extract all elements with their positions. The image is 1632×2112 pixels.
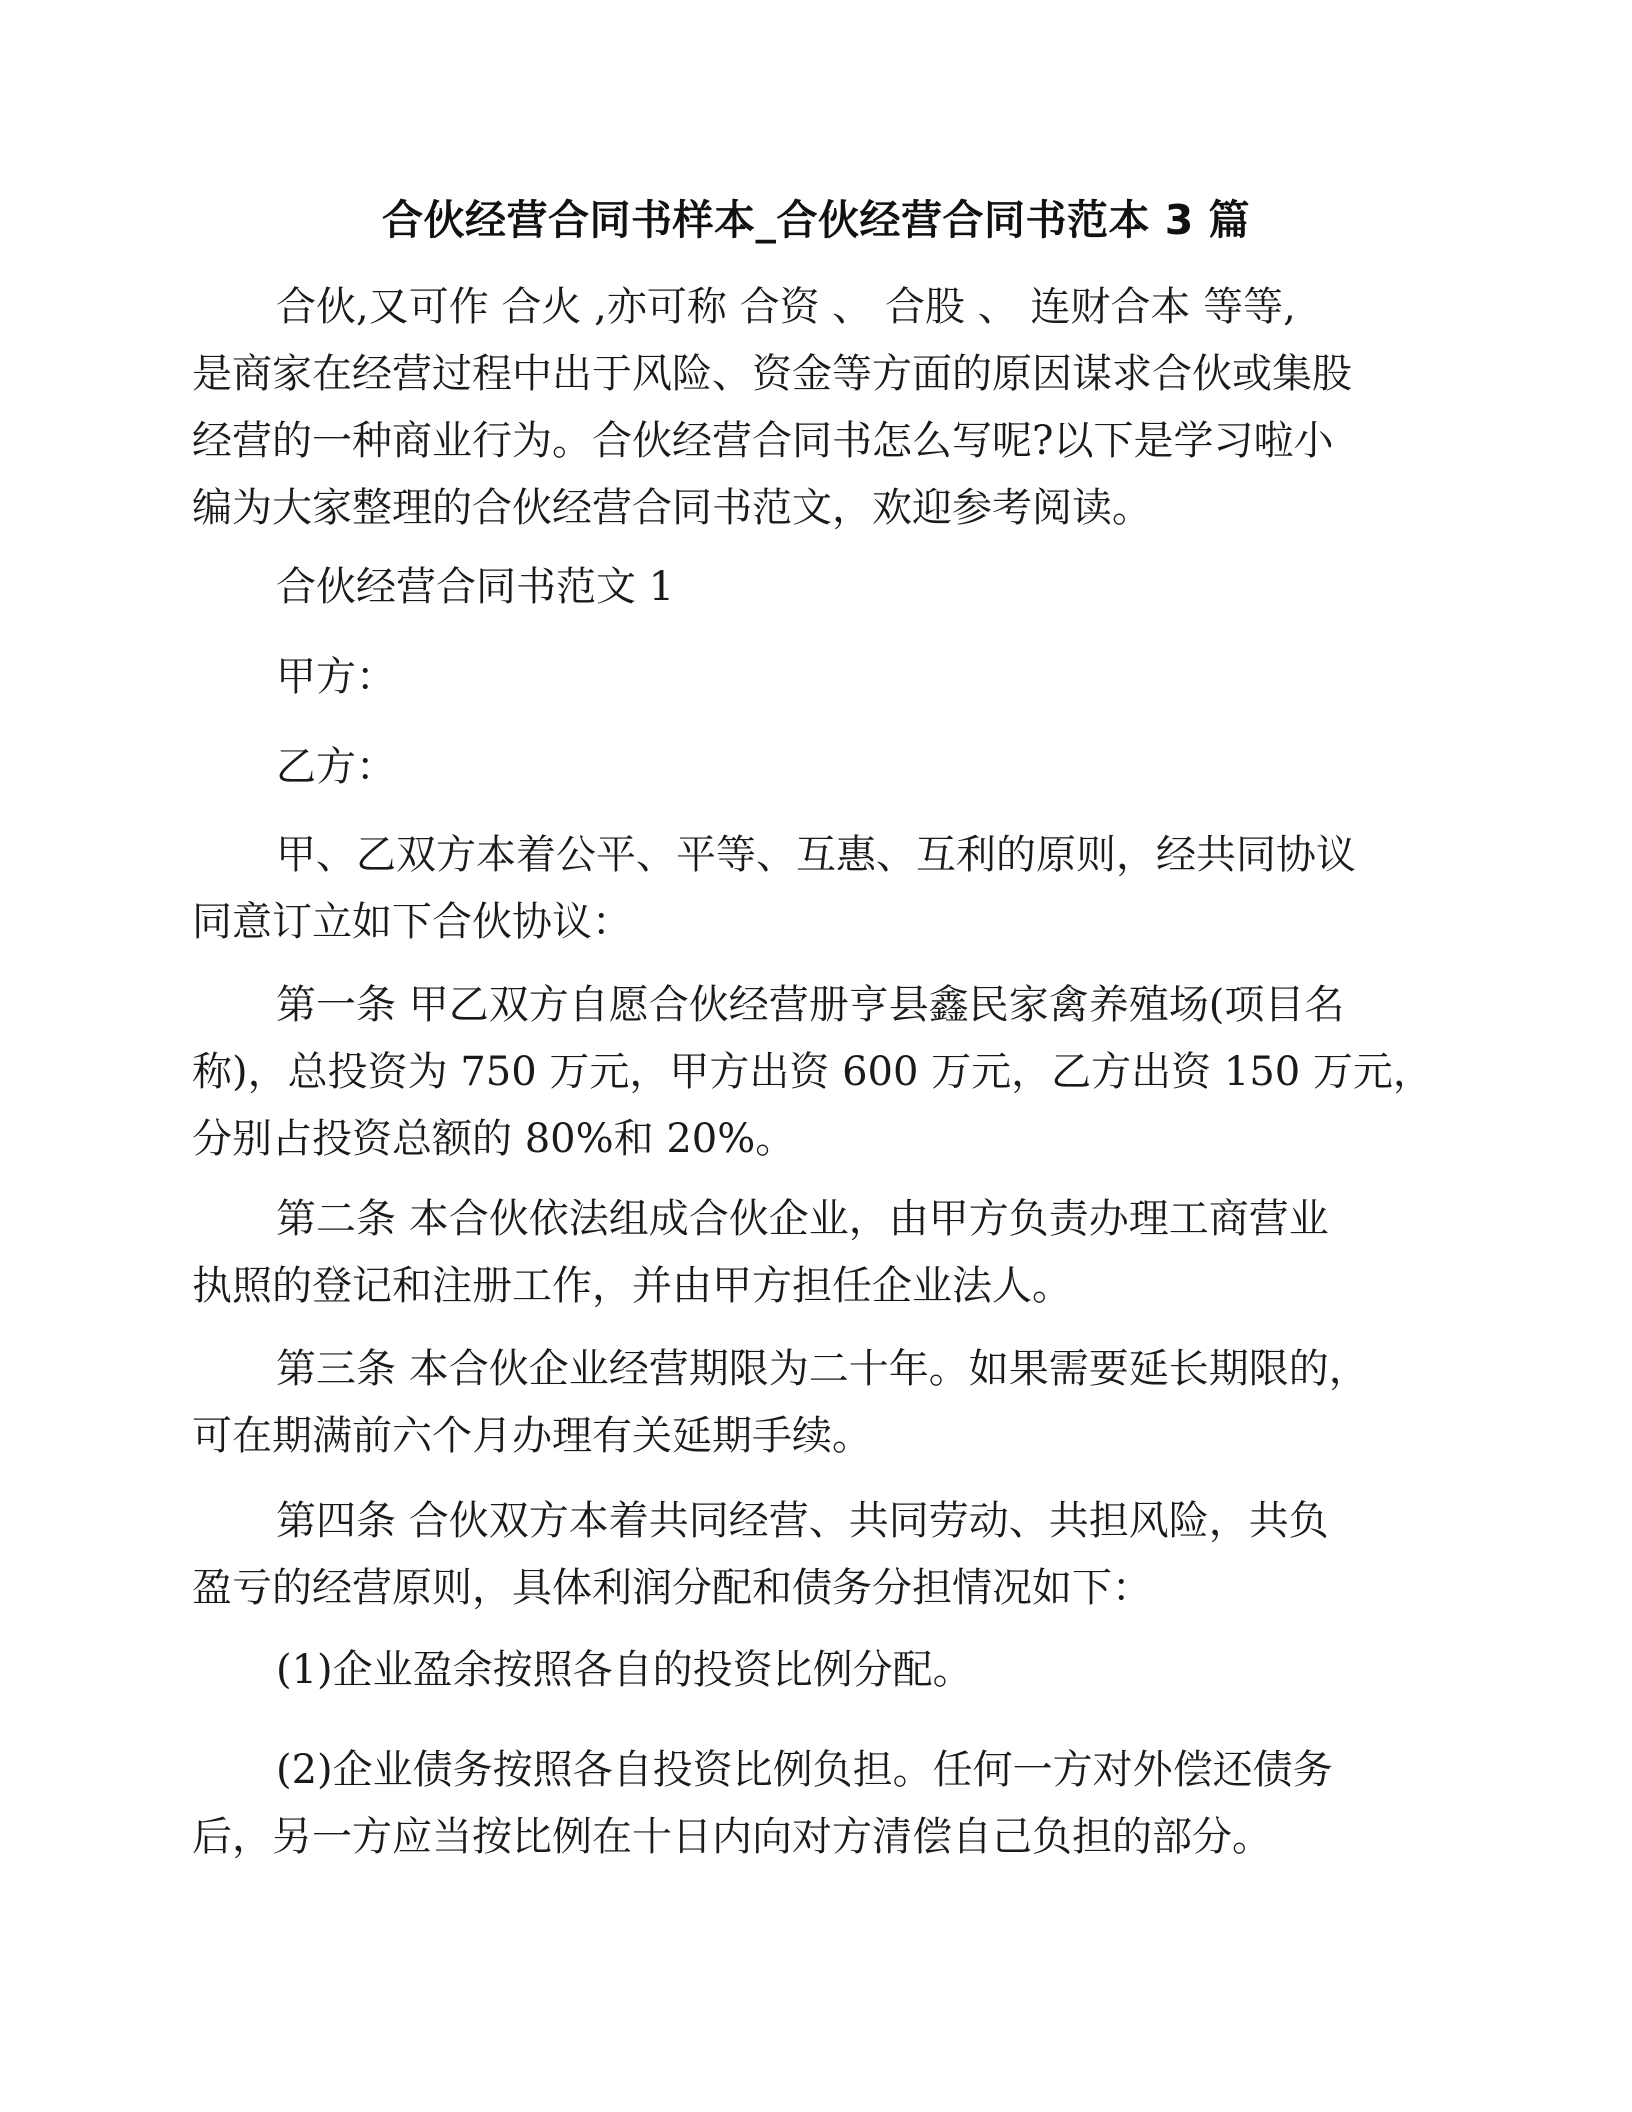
article-2-line: 执照的登记和注册工作，并由甲方担任企业法人。 bbox=[192, 1263, 1072, 1309]
item-2-line: 后，另一方应当按比例在十日内向对方清偿自己负担的部分。 bbox=[192, 1814, 1272, 1860]
intro-line: 合伙,又可作 合火 ,亦可称 合资 、 合股 、 连财合本 等等, bbox=[276, 284, 1296, 330]
article-1-line: 第一条 甲乙双方自愿合伙经营册亨县鑫民家禽养殖场(项目名 bbox=[276, 982, 1345, 1028]
article-2-line: 第二条 本合伙依法组成合伙企业，由甲方负责办理工商营业 bbox=[276, 1196, 1329, 1242]
article-3-paragraph bbox=[192, 1336, 1440, 1470]
article-4-line: 第四条 合伙双方本着共同经营、共同劳动、共担风险，共负 bbox=[276, 1498, 1329, 1544]
article-3-line: 第三条 本合伙企业经营期限为二十年。如果需要延长期限的， bbox=[276, 1346, 1369, 1392]
item-2-line: (2)企业债务按照各自投资比例负担。任何一方对外偿还债务 bbox=[276, 1747, 1333, 1793]
intro-line: 经营的一种商业行为。合伙经营合同书怎么写呢?以下是学习啦小 bbox=[192, 418, 1334, 464]
intro-line: 编为大家整理的合伙经营合同书范文，欢迎参考阅读。 bbox=[192, 485, 1152, 531]
section-heading bbox=[192, 554, 1440, 621]
article-2-paragraph bbox=[192, 1186, 1440, 1320]
intro-paragraph bbox=[192, 274, 1440, 542]
article-1-line: 分别占投资总额的 80%和 20%。 bbox=[192, 1116, 796, 1162]
preamble-paragraph bbox=[192, 822, 1440, 956]
preamble-line: 同意订立如下合伙协议： bbox=[192, 899, 632, 945]
item-2-paragraph bbox=[192, 1737, 1440, 1871]
article-4-line: 盈亏的经营原则，具体利润分配和债务分担情况如下： bbox=[192, 1565, 1152, 1611]
item-1-paragraph bbox=[192, 1637, 1440, 1704]
article-4-paragraph bbox=[192, 1488, 1440, 1622]
preamble-line: 甲、乙双方本着公平、平等、互惠、互利的原则，经共同协议 bbox=[276, 832, 1356, 878]
intro-line: 是商家在经营过程中出于风险、资金等方面的原因谋求合伙或集股 bbox=[192, 351, 1352, 397]
party-b-label: 乙方： bbox=[276, 744, 396, 790]
section-heading-text: 合伙经营合同书范文 1 bbox=[276, 564, 675, 610]
article-1-line: 称)，总投资为 750 万元，甲方出资 600 万元，乙方出资 150 万元， bbox=[192, 1049, 1433, 1095]
article-1-paragraph bbox=[192, 972, 1440, 1173]
party-a-label: 甲方： bbox=[276, 654, 396, 700]
document-title: 合伙经营合同书样本_合伙经营合同书范本 3 篇 bbox=[381, 196, 1251, 244]
party-b-line bbox=[192, 734, 1440, 801]
article-3-line: 可在期满前六个月办理有关延期手续。 bbox=[192, 1413, 872, 1459]
party-a-line bbox=[192, 644, 1440, 711]
item-1-line: (1)企业盈余按照各自的投资比例分配。 bbox=[276, 1647, 973, 1693]
